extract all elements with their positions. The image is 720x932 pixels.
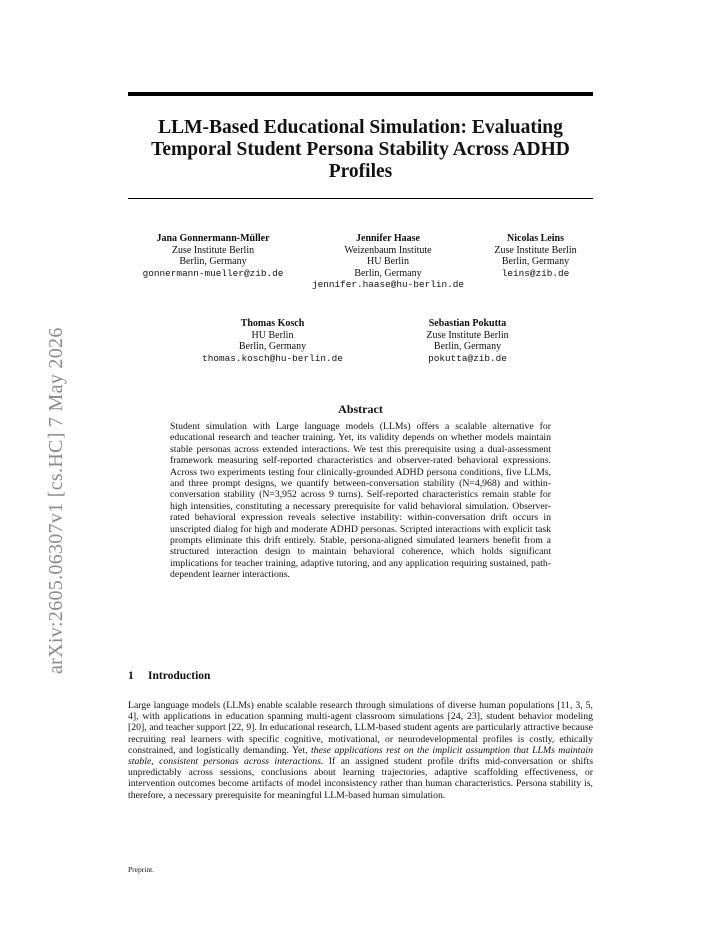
author-block bbox=[478, 233, 593, 279]
author-name: Jennifer Haase bbox=[356, 233, 420, 244]
author-location: Berlin, Germany bbox=[238, 341, 307, 352]
author-location: Berlin, Germany bbox=[354, 267, 422, 279]
author-location: Berlin, Germany bbox=[179, 256, 247, 267]
author-block bbox=[298, 233, 478, 291]
author-affiliation: HU Berlin bbox=[367, 256, 409, 267]
preprint-footer: Preprint. bbox=[128, 865, 155, 874]
author-affiliation: Zuse Institute Berlin bbox=[494, 244, 577, 256]
title-rule-top bbox=[128, 92, 593, 96]
author-affiliation: HU Berlin bbox=[251, 329, 294, 341]
author-name: Jana Gonnermann-Müller bbox=[156, 233, 270, 244]
author-affiliation: Weizenbaum Institute bbox=[344, 244, 432, 256]
paper-title: LLM-Based Educational Simulation: Evaluating Temporal Student Persona Stability Across ADHD Profiles bbox=[151, 117, 570, 182]
author-email[interactable]: thomas.kosch@hu-berlin.de bbox=[202, 352, 343, 364]
arxiv-sidebar-stamp: arXiv:2605.06307v1 [cs.HC] 7 May 2026 bbox=[45, 327, 67, 674]
section-heading bbox=[128, 670, 210, 682]
author-affiliation: Zuse Institute Berlin bbox=[426, 329, 509, 341]
author-block bbox=[128, 233, 298, 279]
intro-paragraph bbox=[128, 700, 593, 801]
intro-emphasis: these applications rest on the implicit assumption that LLMs maintain stable, consistent personas across interactions. bbox=[128, 744, 593, 768]
author-location: Berlin, Germany bbox=[433, 341, 502, 352]
section-number: 1 bbox=[128, 670, 134, 682]
author-name: Nicolas Leins bbox=[507, 233, 564, 244]
author-block bbox=[185, 318, 360, 364]
author-email[interactable]: pokutta@zib.de bbox=[428, 352, 507, 364]
title-rule-bottom bbox=[128, 198, 593, 199]
abstract-body: Student simulation with Large language models (LLMs) offers a scalable alternative for educational research and teacher training. Yet, its validity depends on whether models maintain stable personas across extended interactions. We test this prerequisite using a dual-assessment framework measuring self-reported characteristics and observer-rated behavioral expressions. Across two experiments testing four clinically-grounded ADHD persona conditions, five LLMs, and three prompt designs, we quantify between-conversation stability (N=4,968) and within-conversation stability (N=3,952 across 9 turns). Self-reported characteristics remain stable for high intensities, constituting a necessary prerequisite for valid behavioral simulation. Observer-rated behavioral expression reveals selective instability: within-conversation drift occurs in unscripted dialog for high and moderate ADHD personas. Scripted interactions with explicit task prompts eliminate this drift entirely. Stable, persona-aligned simulated learners benefit from a structured interaction design to maintain behavioral coherence, which holds significant implications for teacher training, adaptive tutoring, and any application requiring sustained, path-dependent learner interactions. bbox=[170, 421, 551, 581]
author-email[interactable]: jennifer.haase@hu-berlin.de bbox=[312, 279, 464, 290]
author-email[interactable]: gonnermann-mueller@zib.de bbox=[142, 267, 284, 279]
intro-text: Large language models (LLMs) enable scalable research through simulations of diverse human populations [11, 3, 5, 4], with applications in education spanning multi-agent classroom simulations [24, 23], student behavior modeling [20], and teacher support [22, 9]. In educational research, LLM-based student agents are particularly attractive because recruiting real learners with specific cognitive, motivational, or neurodevelopmental profiles is costly, ethically constrained, and logistically demanding. Yet, bbox=[128, 700, 593, 756]
author-name: Sebastian Pokutta bbox=[428, 318, 507, 329]
author-name: Thomas Kosch bbox=[240, 318, 305, 329]
author-location: Berlin, Germany bbox=[501, 256, 570, 267]
abstract-heading: Abstract bbox=[338, 402, 383, 416]
author-affiliation: Zuse Institute Berlin bbox=[171, 244, 255, 256]
author-block bbox=[400, 318, 535, 364]
intro-text: If an assigned student profile drifts mid-conversation or shifts unpredictably across sessions, conclusions about learning trajectories, adaptive scaffolding effectiveness, or intervention outcomes become artifacts of model inconsistency rather than human characteristics. Persona stability is, therefore, a necessary prerequisite for meaningful LLM-based human simulation. bbox=[128, 756, 593, 801]
author-email[interactable]: leins@zib.de bbox=[501, 267, 570, 279]
section-title: Introduction bbox=[148, 670, 211, 682]
